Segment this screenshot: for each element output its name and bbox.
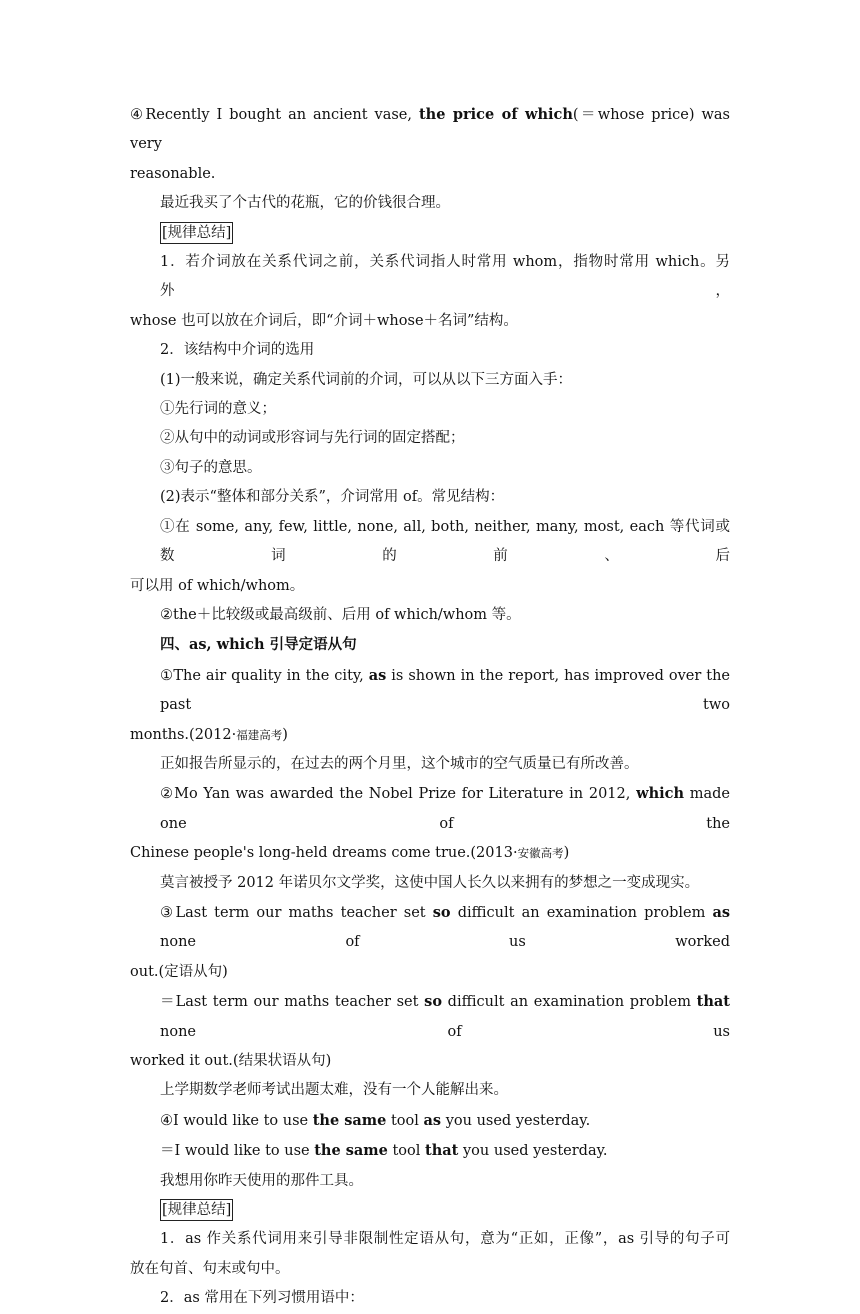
text-run: ③Last term our maths teacher set [160, 904, 433, 921]
text-run: ②从句中的动词或形容词与先行词的固定搭配； [160, 430, 465, 447]
text-run: 2．as 常用在下列习惯用语中： [160, 1290, 364, 1307]
text-run: ②the＋比较级或最高级前、后用 of which/whom 等。 [160, 606, 521, 623]
text-run: you used yesterday. [458, 1143, 608, 1160]
text-line [130, 958, 730, 987]
text-line [130, 869, 730, 898]
text-line [130, 630, 730, 660]
text-run: ＝Last term our maths teacher set [160, 994, 425, 1011]
text-run: (2)表示“整体和部分关系”，介词常用 of。常见结构： [160, 489, 505, 506]
text-line [130, 513, 730, 572]
text-run: you used yesterday. [441, 1112, 591, 1129]
text-run: tool [386, 1112, 424, 1129]
summary-label-box [160, 222, 233, 244]
text-run: ＝I would like to use [160, 1143, 315, 1160]
bold-text: as [368, 666, 387, 684]
text-line [130, 1047, 730, 1076]
text-line [130, 839, 730, 868]
text-line [130, 1255, 730, 1284]
text-run: ①先行词的意义； [160, 401, 276, 418]
text-line [130, 366, 730, 395]
text-run: out.(定语从句) [130, 963, 228, 980]
bold-text: as [712, 903, 730, 921]
text-line [130, 395, 730, 424]
bold-text: so [424, 993, 442, 1011]
bold-text: 四、as, which 引导定语从句 [160, 636, 357, 654]
text-run: [规律总结] [162, 224, 232, 241]
text-run: ②Mo Yan was awarded the Nobel Prize for Literature in 2012, [160, 786, 637, 803]
text-run: 1．as 作关系代词用来引导非限制性定语从句，意为“正如，正像”，as 引导的句子可 [160, 1231, 730, 1248]
text-run: ) [563, 845, 570, 862]
text-line [130, 307, 730, 336]
bold-text: that [696, 993, 730, 1011]
text-line [130, 1106, 730, 1136]
text-run: made one of the [160, 786, 730, 832]
text-run: 正如报告所显示的，在过去的两个月里，这个城市的空气质量已有所改善。 [160, 755, 639, 772]
text-run: [规律总结] [162, 1202, 232, 1219]
text-run: worked it out.(结果状语从句) [130, 1053, 332, 1069]
text-line [130, 189, 730, 218]
text-run: is shown in the report, has improved over the past two [160, 667, 730, 714]
text-run: 我想用你昨天使用的那件工具。 [160, 1172, 363, 1189]
text-run: ) [282, 726, 288, 743]
text-line [130, 1167, 730, 1196]
text-run: difficult an examination problem [442, 994, 697, 1011]
text-line [130, 424, 730, 453]
text-run: 莫言被授予 2012 年诺贝尔文学奖，这使中国人长久以来拥有的梦想之一变成现实。 [160, 874, 700, 891]
text-run: 上学期数学老师考试出题太难，没有一个人能解出来。 [160, 1082, 508, 1099]
text-line [130, 1136, 730, 1166]
bold-text: the same [314, 1142, 388, 1160]
text-run: 可以用 of which/whom。 [130, 577, 305, 594]
text-run: 最近我买了个古代的花瓶，它的价钱很合理。 [160, 195, 450, 212]
text-line [130, 721, 730, 750]
text-line [130, 248, 730, 307]
text-line [130, 601, 730, 630]
text-line [130, 750, 730, 779]
text-line [130, 661, 730, 721]
text-line [130, 572, 730, 601]
bold-text: that [425, 1142, 459, 1160]
text-run: ③句子的意思。 [160, 459, 262, 476]
bold-text: so [432, 903, 451, 921]
text-line [130, 987, 730, 1047]
text-run: 2．该结构中介词的选用 [160, 342, 315, 359]
text-run: none of us worked [160, 934, 730, 951]
bold-text: which [636, 785, 684, 803]
section-heading [130, 219, 730, 248]
text-run: whose 也可以放在介词后，即“介词＋whose＋名词”结构。 [130, 312, 518, 329]
text-line [130, 454, 730, 483]
text-run: reasonable. [130, 165, 216, 182]
section-heading [130, 1196, 730, 1225]
text-run: (＝whose price) was very [130, 107, 730, 153]
text-run: difficult an examination problem [450, 904, 713, 921]
bold-text: as [423, 1111, 442, 1129]
text-line [130, 1225, 730, 1254]
text-run: 放在句首、句末或句中。 [130, 1260, 290, 1277]
summary-label-box [160, 1199, 233, 1221]
text-run: months.(2012· [130, 726, 237, 743]
text-line [130, 100, 730, 160]
text-run: (1)一般来说，确定关系代词前的介词，可以从以下三方面入手： [160, 371, 573, 388]
text-line [130, 1076, 730, 1105]
text-line [130, 779, 730, 839]
document-body [130, 100, 730, 1314]
text-run: ①The air quality in the city, [160, 667, 369, 684]
text-line [130, 483, 730, 512]
text-run: 1．若介词放在关系代词之前，关系代词指人时常用 whom，指物时常用 which。另外， [160, 254, 730, 300]
source-note: 福建高考 [236, 727, 283, 742]
text-run: ④Recently I bought an ancient vase, [130, 107, 419, 123]
bold-text: the price of which [418, 106, 573, 123]
text-line [130, 160, 730, 189]
text-run: ④I would like to use [160, 1112, 313, 1129]
bold-text: the same [312, 1111, 387, 1129]
text-run: none of us [160, 1023, 730, 1040]
text-run: tool [387, 1143, 426, 1160]
text-line [130, 898, 730, 958]
text-run: Chinese people's long-held dreams come true.(2013· [130, 845, 518, 862]
text-line [130, 336, 730, 365]
text-line [130, 1284, 730, 1313]
source-note: 安徽高考 [517, 846, 564, 861]
text-run: ①在 some, any, few, little, none, all, both, neither, many, most, each 等代词或数词的前、后 [160, 518, 730, 565]
